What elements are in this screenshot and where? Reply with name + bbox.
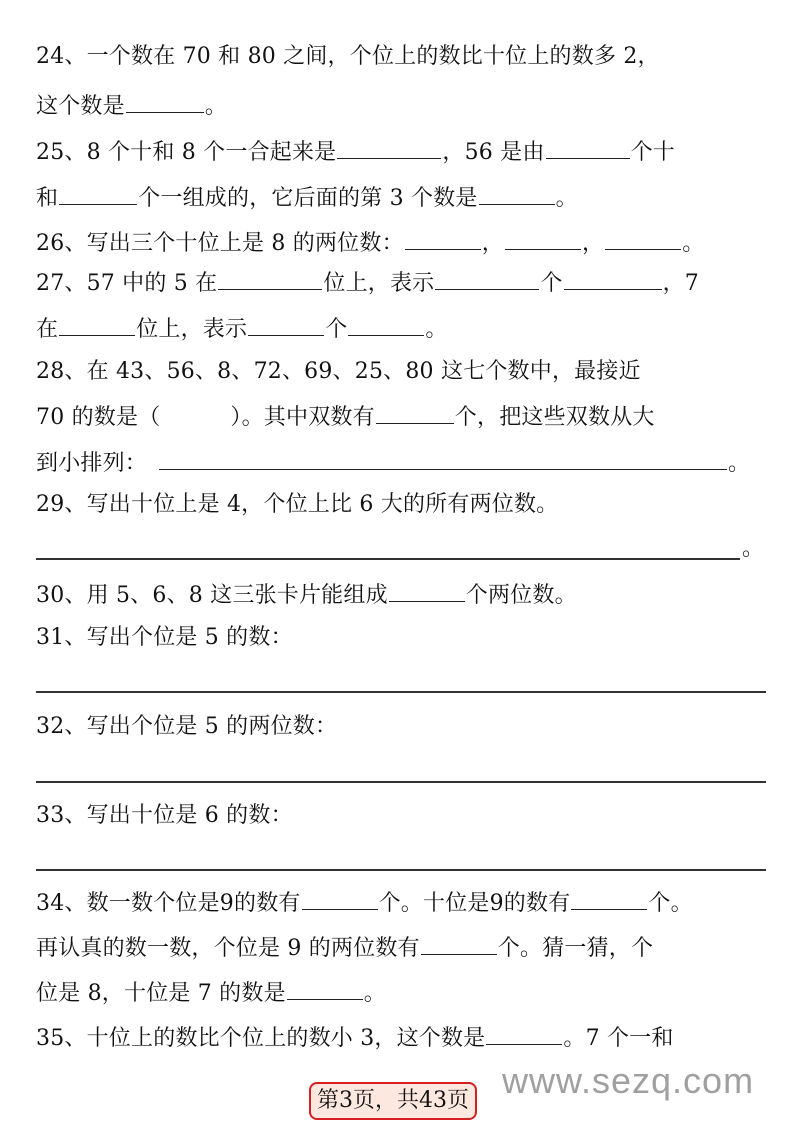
q24-text: 这个数是 — [36, 94, 125, 119]
q27-text-a: 27、57 中的 5 在 — [36, 271, 218, 296]
q25-end: 。 — [555, 186, 578, 211]
q34-text-c: 个。 — [648, 891, 693, 916]
q27-blank-3[interactable] — [564, 267, 662, 290]
q25-text-b: ，56 是由 — [442, 140, 545, 165]
q27-blank-1[interactable] — [218, 267, 322, 290]
question-28-line-3 — [36, 447, 766, 479]
q27-blank-2[interactable] — [435, 267, 539, 290]
q28-end: 。 — [728, 451, 751, 476]
question-34-line-1 — [36, 887, 766, 919]
q25-text-e: 个一组成的，它后面的第 3 个数是 — [138, 186, 478, 211]
q27-text-d: ，7 — [662, 271, 699, 296]
q25-blank-2[interactable] — [546, 136, 630, 159]
q27-end: 。 — [425, 317, 448, 342]
q35-text-b: 。7 个一和 — [563, 1026, 674, 1051]
q24-answer-blank[interactable] — [126, 90, 204, 113]
q34-blank-3[interactable] — [421, 932, 497, 955]
question-27-line-2 — [36, 313, 766, 345]
q27-blank-4[interactable] — [59, 313, 135, 336]
q33-answer-line[interactable] — [36, 869, 766, 871]
question-26-line — [36, 227, 766, 259]
q34-blank-4[interactable] — [287, 977, 363, 1000]
site-watermark: www.sezq.com — [502, 1060, 755, 1101]
q26-blank-1[interactable] — [405, 227, 481, 250]
q26-sep-1: ， — [481, 231, 504, 256]
question-25-line-2 — [36, 182, 766, 214]
q28-text-b: ）。其中双数有 — [230, 405, 375, 430]
q35-blank-1[interactable] — [486, 1022, 562, 1045]
q27-text-b: 位上，表示 — [323, 271, 435, 296]
q27-text-c: 个 — [540, 271, 563, 296]
q34-text-b: 个。十位是9的数有 — [378, 891, 571, 916]
q24-end: 。 — [204, 94, 228, 119]
question-30-line — [36, 579, 766, 611]
q34-text-e: 个。猜一猜，个 — [497, 936, 654, 961]
q27-text-e: 在 — [36, 317, 59, 342]
q31-answer-line[interactable] — [36, 691, 766, 693]
q34-text-d: 再认真的数一数，个位是 9 的两位数有 — [36, 936, 420, 961]
question-24-line-2 — [36, 90, 766, 122]
q26-end: 。 — [682, 231, 705, 256]
question-31-line: 31、写出个位是 5 的数： — [36, 625, 293, 650]
q28-text-d: 到小排列： — [36, 451, 148, 476]
q26-text: 26、写出三个十位上是 8 的两位数： — [36, 231, 404, 256]
q35-text-a: 35、十位上的数比个位上的数小 3，这个数是 — [36, 1026, 486, 1051]
q26-sep-2: ， — [581, 231, 605, 256]
q34-text-a: 34、数一数个位是9的数有 — [36, 891, 301, 916]
question-34-line-3 — [36, 977, 766, 1009]
q27-blank-6[interactable] — [348, 313, 424, 336]
q27-text-f: 位上，表示 — [136, 317, 248, 342]
q26-blank-3[interactable] — [605, 227, 681, 250]
q25-blank-3[interactable] — [59, 182, 137, 205]
q30-text-a: 30、用 5、6、8 这三张卡片能组成 — [36, 583, 388, 608]
q28-blank-order[interactable] — [159, 447, 727, 470]
q30-text-b: 个两位数。 — [465, 583, 577, 608]
q34-end: 。 — [363, 981, 386, 1006]
question-28-line-1: 28、在 43、56、8、72、69、25、80 这七个数中，最接近 — [36, 359, 641, 384]
question-24-line-1: 24、一个数在 70 和 80 之间，个位上的数比十位上的数多 2， — [36, 44, 660, 69]
question-25-line-1 — [36, 136, 766, 168]
q25-blank-1[interactable] — [337, 136, 441, 159]
question-35-line-1 — [36, 1022, 766, 1054]
question-32-line: 32、写出个位是 5 的两位数： — [36, 714, 338, 739]
q28-text-a: 70 的数是（ — [36, 405, 161, 430]
q26-blank-2[interactable] — [505, 227, 581, 250]
q27-blank-5[interactable] — [248, 313, 324, 336]
q25-text-a: 25、8 个十和 8 个一合起来是 — [36, 140, 337, 165]
page-number-badge: 第3页，共43页 — [309, 1082, 477, 1120]
question-27-line-1 — [36, 267, 766, 299]
q29-end: 。 — [742, 536, 765, 561]
q25-blank-4[interactable] — [479, 182, 555, 205]
q34-blank-1[interactable] — [302, 887, 378, 910]
q25-text-d: 和 — [36, 186, 59, 211]
q27-text-g: 个 — [325, 317, 348, 342]
q32-answer-line[interactable] — [36, 781, 766, 783]
q34-text-f: 位是 8，十位是 7 的数是 — [36, 981, 286, 1006]
question-29-line-1: 29、写出十位上是 4，个位上比 6 大的所有两位数。 — [36, 492, 559, 517]
q28-blank-count[interactable] — [376, 401, 454, 424]
q29-answer-line[interactable] — [36, 558, 740, 560]
question-28-line-2 — [36, 401, 766, 433]
q28-text-c: 个，把这些双数从大 — [454, 405, 655, 430]
q25-text-c: 个十 — [630, 140, 675, 165]
question-34-line-2 — [36, 932, 766, 964]
question-33-line: 33、写出十位是 6 的数： — [36, 803, 293, 828]
q30-blank[interactable] — [389, 579, 465, 602]
q34-blank-2[interactable] — [571, 887, 647, 910]
